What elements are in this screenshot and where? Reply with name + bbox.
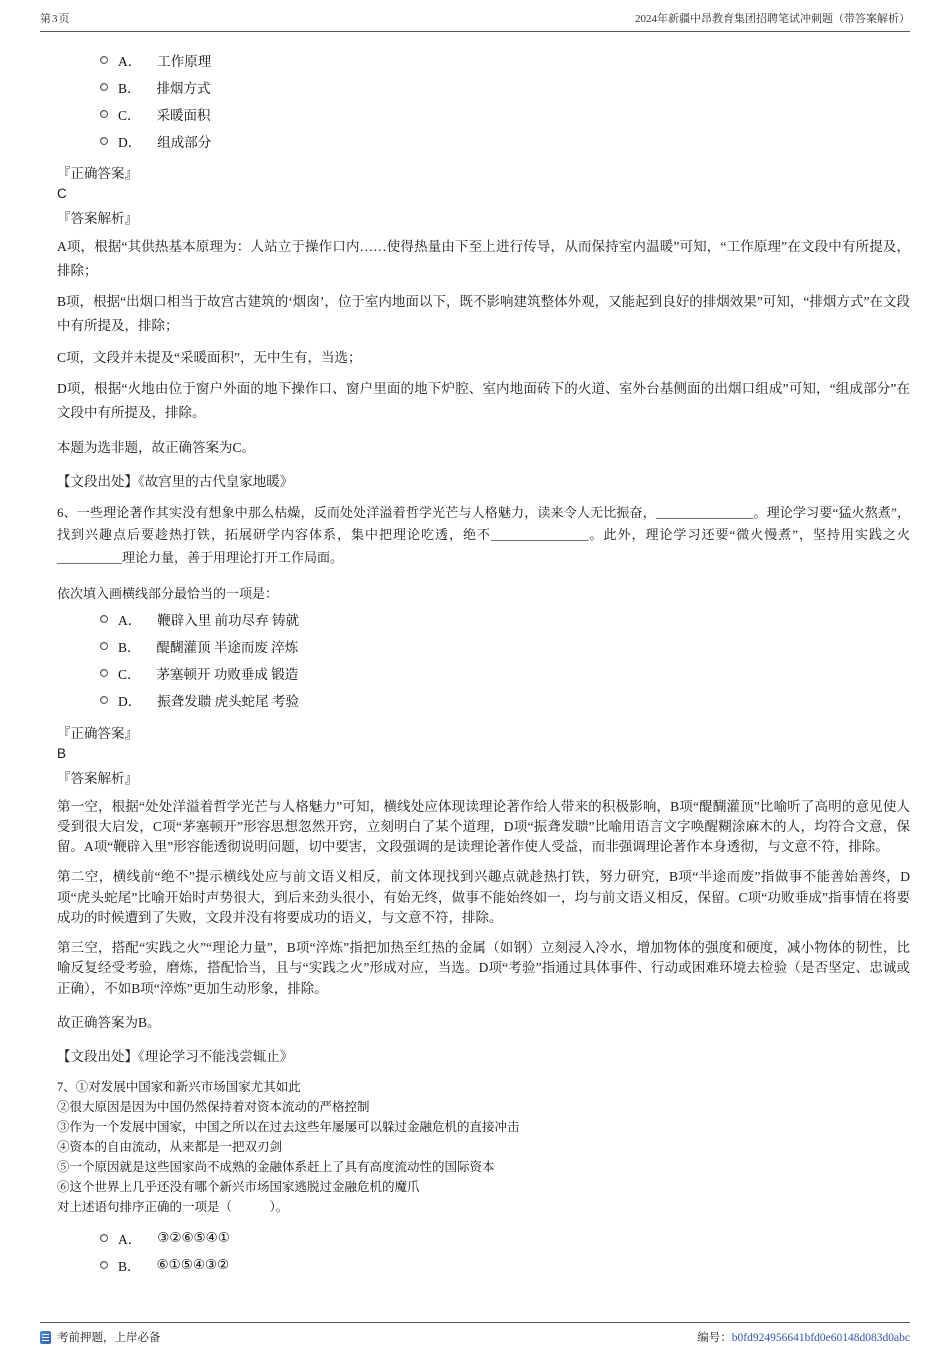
q5-option-d[interactable] bbox=[100, 127, 910, 154]
q5-conclusion: 本题为选非题，故正确答案为C。 bbox=[57, 440, 256, 456]
q5-option-a[interactable] bbox=[100, 46, 910, 73]
radio-icon[interactable] bbox=[100, 1261, 108, 1269]
radio-icon[interactable] bbox=[100, 669, 108, 677]
analysis-paragraph: A项，根据“其供热基本原理为：人站立于操作口内……使得热量由下至上进行传导，从而保持室内温暖”可知，“工作原理”在文段中有所提及，排除； bbox=[57, 239, 910, 278]
q6-option-a[interactable] bbox=[100, 606, 910, 633]
q6-conclusion: 故正确答案为B。 bbox=[57, 1014, 161, 1030]
q7-sentence: ③作为一个发展中国家，中国之所以在过去这些年屡屡可以躲过金融危机的直接冲击 bbox=[57, 1119, 520, 1134]
q5-analysis-heading: 『答案解析』 bbox=[57, 211, 138, 226]
q6-stem: 6、一些理论著作其实没有想象中那么枯燥，反而处处洋溢着哲学光芒与人格魅力，读来令人无比振奋，_______________。理论学习要“猛火熬煮”，找到兴趣点后要趁热打铁，拓展研学内容体系，集中把理论吃透，绝不_______________。此外，理论学习还要“微火慢煮”，坚持用实践之火__________理论力量，善于用理论打开工作局面。 bbox=[57, 505, 910, 565]
analysis-paragraph: 第二空，横线前“绝不”提示横线处应与前文语义相反，前文体现找到兴趣点就趁热打铁，努力研究，B项“半途而废”指做事不能善始善终，D项“虎头蛇尾”比喻开始时声势很大，到后来劲头很小，有始无终，做事不能始终如一，均与前文语义相反，保留。C项“功败垂成”指事情在将要成功的时候遭到了失败，文段并没有将要成功的语义，与文意不符，排除。 bbox=[57, 869, 910, 925]
radio-icon[interactable] bbox=[100, 56, 108, 64]
q7-sentence: ⑥这个世界上几乎还没有哪个新兴市场国家逃脱过金融危机的魔爪 bbox=[57, 1179, 420, 1194]
q7-sentence: ②很大原因是因为中国仍然保持着对资本流动的严格控制 bbox=[57, 1099, 370, 1114]
q6-source: 【文段出处】《理论学习不能浅尝辄止》 bbox=[57, 1048, 294, 1064]
q7-options bbox=[100, 1225, 910, 1279]
page-footer bbox=[40, 1322, 910, 1345]
q6-options bbox=[100, 606, 910, 714]
option-letter: D． bbox=[118, 694, 142, 710]
analysis-paragraph: 第三空，搭配“实践之火”“理论力量”，B项“淬炼”指把加热至红热的金属（如钢）立刻浸入冷水，增加物体的强度和硬度，减小物体的韧性，比喻反复经受考验，磨炼，搭配恰当，且与“实践之火”形成对应，当选。D项“考验”指通过具体事件、行动或困难环境去检验（是否坚定、忠诚或正确），不如B项“淬炼”更加生动形象，排除。 bbox=[57, 940, 910, 996]
analysis-paragraph: 第一空，根据“处处洋溢着哲学光芒与人格魅力”可知，横线处应体现读理论著作给人带来的积极影响，B项“醍醐灌顶”比喻听了高明的意见使人受到很大启发，C项“茅塞顿开”形容思想忽然开窍，立刻明白了某个道理，D项“振聋发聩”比喻用语言文字唤醒糊涂麻木的人，均符合文意，保留。A项“鞭辟入里”形容能透彻说明问题，切中要害，文段强调的是读理论著作使人受益，而非强调理论著作本身透彻，与文意不符，排除。 bbox=[57, 798, 910, 855]
q5-correct-answer: C bbox=[57, 186, 67, 201]
radio-icon[interactable] bbox=[100, 696, 108, 704]
q5-source: 【文段出处】《故宫里的古代皇家地暖》 bbox=[57, 474, 294, 490]
document-body bbox=[0, 32, 950, 1279]
document-badge-icon bbox=[40, 1331, 51, 1344]
q5-option-b[interactable] bbox=[100, 73, 910, 100]
option-letter: A． bbox=[118, 613, 142, 629]
q5-option-c[interactable] bbox=[100, 100, 910, 127]
radio-icon[interactable] bbox=[100, 642, 108, 650]
footer-right bbox=[697, 1329, 910, 1345]
option-letter: A． bbox=[118, 53, 142, 69]
option-letter: C． bbox=[118, 667, 141, 683]
q6-correct-answer: B bbox=[57, 745, 67, 761]
q7-sentence: ⑤一个原因就是这些国家尚不成熟的金融体系赶上了具有高度流动性的国际资本 bbox=[57, 1159, 495, 1174]
option-text: 鞭辟入里 前功尽弃 铸就 bbox=[157, 613, 299, 629]
analysis-paragraph: D项，根据“火地由位于窗户外面的地下操作口、窗户里面的地下炉腔、室内地面砖下的火道、室外台基侧面的出烟口组成”可知，“组成部分”在文段中有所提及，排除。 bbox=[57, 381, 910, 420]
document-page bbox=[0, 10, 950, 1355]
q6-prompt: 依次填入画横线部分最恰当的一项是： bbox=[57, 585, 279, 601]
option-text: 振聋发聩 虎头蛇尾 考验 bbox=[157, 694, 299, 710]
option-text: 工作原理 bbox=[157, 53, 212, 69]
code-label: 编号： bbox=[697, 1332, 732, 1344]
radio-icon[interactable] bbox=[100, 83, 108, 91]
q7-option-a[interactable] bbox=[100, 1225, 910, 1252]
q6-option-d[interactable] bbox=[100, 687, 910, 714]
code-value: b0fd924956641bfd0e60148d083d0abc bbox=[731, 1332, 910, 1344]
page-header bbox=[40, 10, 910, 32]
option-letter: B． bbox=[118, 80, 141, 96]
option-text: ③②⑥⑤④① bbox=[157, 1230, 230, 1246]
footer-slogan: 考前押题，上岸必备 bbox=[57, 1332, 161, 1344]
footer-left bbox=[40, 1329, 161, 1345]
q7-sentence: 7、①对发展中国家和新兴市场国家尤其如此 bbox=[57, 1079, 301, 1094]
q6-option-b[interactable] bbox=[100, 633, 910, 660]
q6-analysis-heading: 『答案解析』 bbox=[57, 770, 138, 786]
q7-question: 对上述语句排序正确的一项是（ ）。 bbox=[57, 1199, 289, 1214]
option-letter: A． bbox=[118, 1232, 142, 1248]
option-text: 茅塞顿开 功败垂成 锻造 bbox=[156, 667, 299, 683]
option-text: 组成部分 bbox=[157, 134, 212, 150]
radio-icon[interactable] bbox=[100, 615, 108, 623]
option-text: 排烟方式 bbox=[156, 80, 211, 96]
q6-option-c[interactable] bbox=[100, 660, 910, 687]
analysis-paragraph: C项，文段并未提及“采暖面积”，无中生有，当选； bbox=[57, 349, 362, 365]
q6-correct-answer-heading: 『正确答案』 bbox=[57, 725, 138, 741]
q5-options bbox=[100, 46, 910, 154]
option-text: ⑥①⑤④③② bbox=[156, 1257, 230, 1273]
option-letter: D． bbox=[118, 134, 142, 150]
radio-icon[interactable] bbox=[100, 110, 108, 118]
q5-correct-answer-heading: 『正确答案』 bbox=[57, 166, 138, 181]
option-text: 采暖面积 bbox=[156, 107, 211, 123]
option-letter: C． bbox=[118, 107, 141, 123]
document-title: 2024年新疆中昂教育集团招聘笔试冲刺题（带答案解析） bbox=[635, 13, 910, 25]
radio-icon[interactable] bbox=[100, 137, 108, 145]
page-number: 第3页 bbox=[40, 13, 71, 25]
option-letter: B． bbox=[118, 640, 141, 656]
analysis-paragraph: B项，根据“出烟口相当于故宫古建筑的‘烟囱’，位于室内地面以下，既不影响建筑整体外观，又能起到良好的排烟效果”可知，“排烟方式”在文段中有所提及，排除； bbox=[57, 294, 910, 333]
q7-option-b[interactable] bbox=[100, 1252, 910, 1279]
radio-icon[interactable] bbox=[100, 1234, 108, 1242]
q7-sentence: ④资本的自由流动，从来都是一把双刃剑 bbox=[57, 1139, 283, 1154]
option-text: 醍醐灌顶 半途而废 淬炼 bbox=[156, 640, 299, 656]
q7-block bbox=[57, 1077, 910, 1279]
option-letter: B． bbox=[118, 1259, 141, 1275]
